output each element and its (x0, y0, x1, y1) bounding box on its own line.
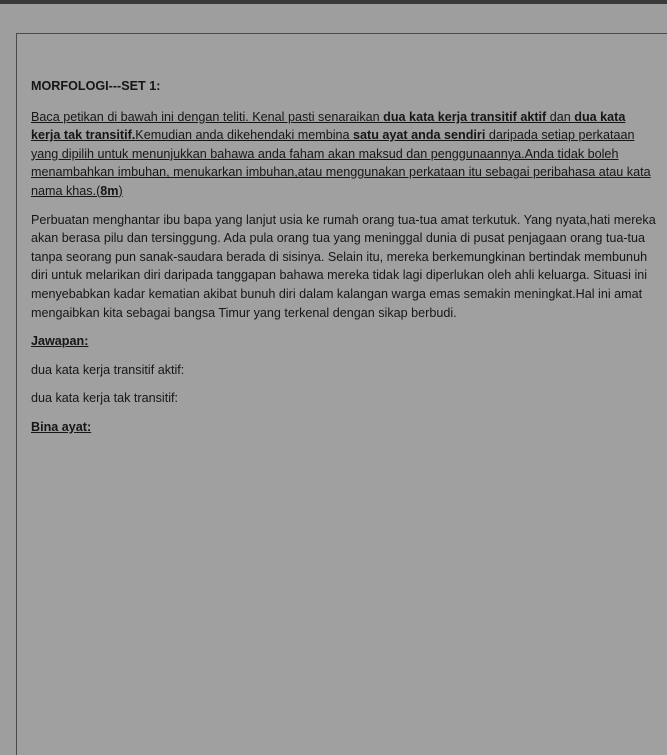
section-heading: MORFOLOGI---SET 1: (31, 79, 161, 93)
instructions-bold-4: 8m (100, 183, 119, 198)
passage-paragraph: Perbuatan menghantar ibu bapa yang lanjut usia ke rumah orang tua-tua amat terkutuk. Yang nyata,hati mereka akan berasa pilu dan tersinggung. Ada pula orang tua yang meninggal dunia di pusat penjagaan orang tua-tua tanpa seorang pun sanak-saudara berada di sisinya. Selain itu, mereka berkemungkinan bertindak membunuh diri untuk melarikan diri daripada tanggapan bahawa mereka tidak lagi diperlukan oleh ahli keluarga. Situasi ini menyebabkan kadar kematian akibat bunuh diri dalam kalangan warga emas semakin meningkat.Hal ini amat mengaibkan kita sebagai bangsa Timur yang terkenal dengan sikap berbudi. (31, 212, 656, 320)
instructions-text-1: Baca petikan di bawah ini dengan teliti. Kenal pasti senaraikan (31, 109, 384, 124)
instructions-bold-3: satu ayat anda sendiri (353, 128, 486, 143)
instructions-paragraph (31, 108, 657, 201)
document-content (31, 77, 657, 447)
build-sentence-label: Bina ayat: (31, 419, 92, 434)
instructions-text-5: ) (118, 183, 123, 198)
instructions-text-3: Kemudian anda dikehendaki membina (135, 128, 354, 143)
instructions-bold-2: dua kata kerja tak transitif. (31, 109, 626, 143)
instructions-bold-1: dua kata kerja transitif aktif (383, 109, 547, 124)
top-border (0, 0, 667, 4)
answer-intransitive-line: dua kata kerja tak transitif: (31, 391, 178, 406)
answer-transitive-line: dua kata kerja transitif aktif: (31, 362, 185, 377)
instructions-text-4: daripada setiap perkataan yang dipilih untuk menunjukkan bahawa anda faham akan maksud dan penggunaannya.Anda tidak boleh menambahkan imbuhan, menukarkan imbuhan,atau menggunakan perkataan itu sebagai peribahasa atau kata nama khas.( (31, 128, 651, 198)
answer-label: Jawapan: (31, 334, 89, 349)
instructions-text-2: dan (546, 109, 575, 124)
